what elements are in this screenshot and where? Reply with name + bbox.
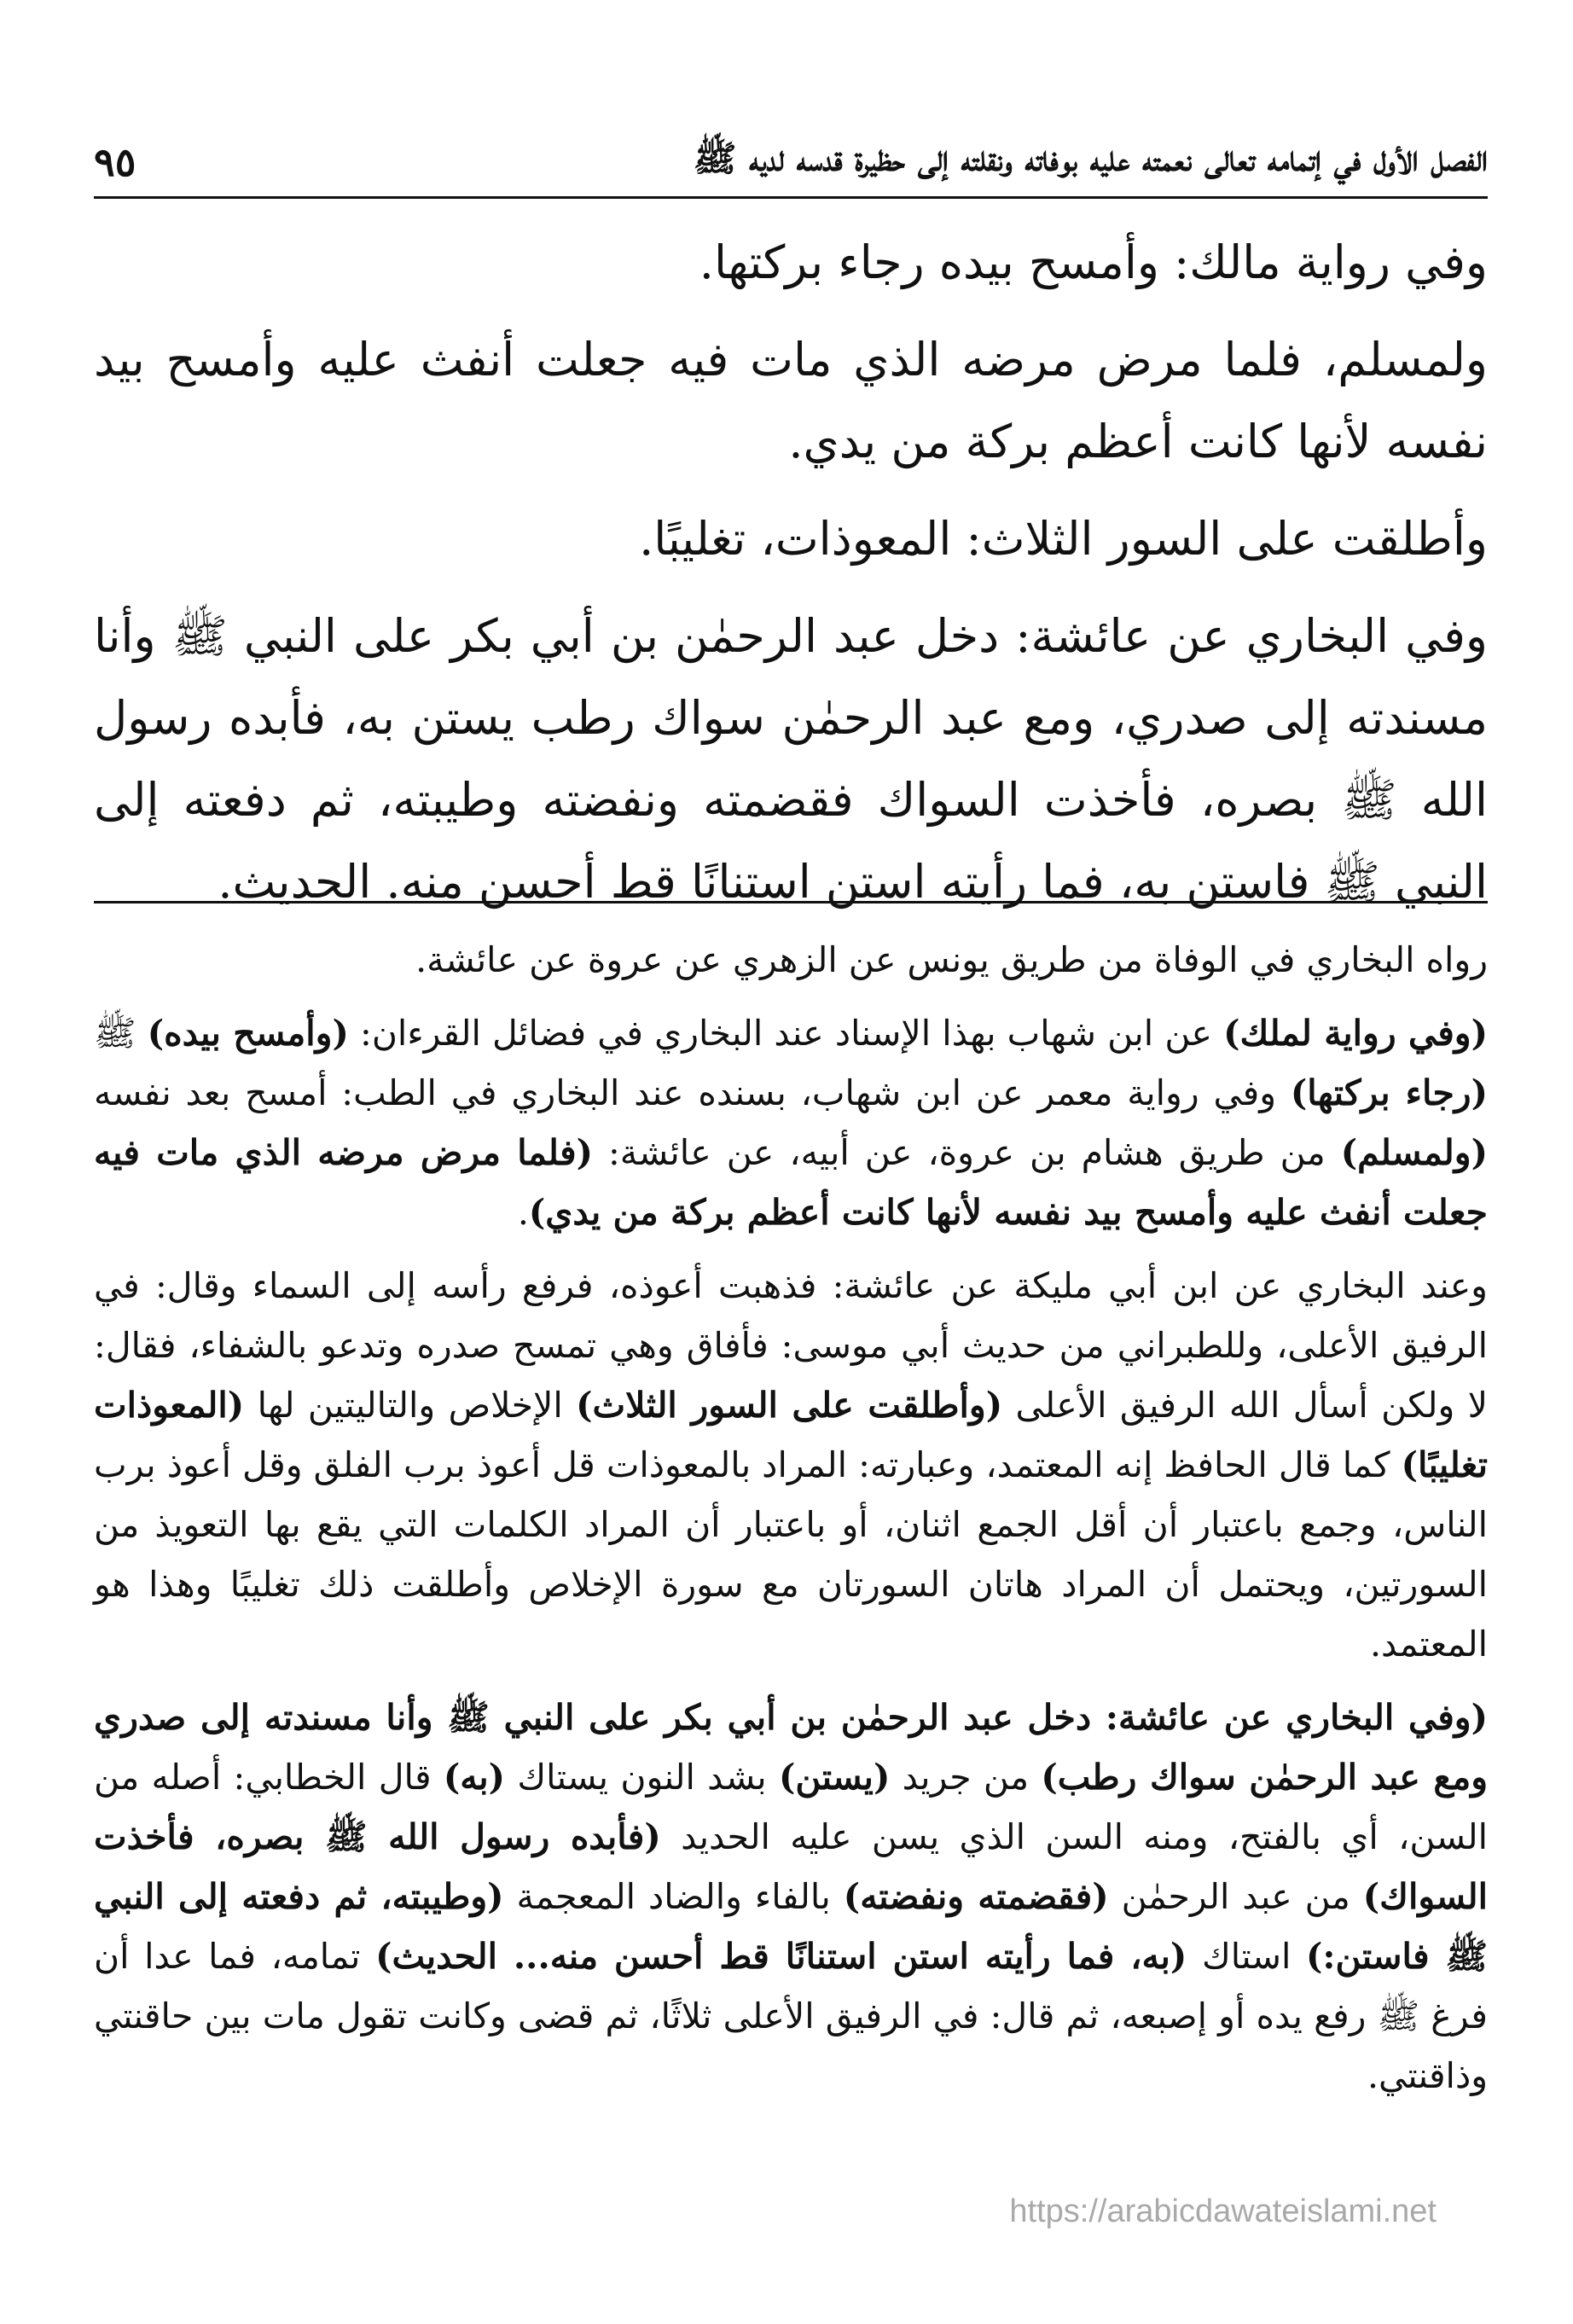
note-text: وعند البخاري عن ابن أبي مليكة عن عائشة: فذهبت أعوذه، فرفع رأسه إلى السماء وقال: في الرفيق الأعلى، وللطبراني من حديث أبي موسى: فأفاق وهي تمسح صدره وتدعو بالشفاء، فقال: لا ولكن أسأل الله الرفيق الأعلى — [94, 1265, 1489, 1426]
quoted-text: (وأمسح بيده) — [147, 1013, 349, 1054]
quoted-text: (فقضمته ونفضته) — [843, 1876, 1109, 1917]
quoted-text: (ولمسلم) — [1340, 1132, 1488, 1173]
note-text: عن ابن شهاب بهذا الإسناد عند البخاري في فضائل القرءان: — [348, 1013, 1224, 1054]
quoted-text: (به، فما رأيته استن استنانًا قط أحسن منه... الحديث) — [375, 1936, 1187, 1977]
quoted-text: (وفي البخاري عن عائشة: دخل عبد الرحمٰن بن أبي بكر على النبي ﷺ وأنا مسندته إلى صدري ومع عبد الرحمٰن سواك رطب) — [94, 1697, 1488, 1798]
running-header — [94, 128, 1488, 199]
note-text: بشد النون يستاك — [505, 1757, 779, 1798]
note-paragraph-2 — [94, 1003, 1488, 1242]
note-paragraph-4 — [94, 1688, 1488, 2106]
page-number: ٩٥ — [94, 139, 136, 185]
note-text: تمامه، فما عدا أن فرغ ﷺ رفع يده أو إصبعه، ثم قال: في الرفيق الأعلى ثلاثًا، ثم قضى وكانت تقول مات بين حاقنتي وذاقنتي. — [94, 1936, 1488, 2096]
chapter-title: الفصل الأول في إتمامه تعالى نعمته عليه بوفاته ونقلته إلى حظيرة قدسه لديه ﷺ — [693, 137, 1488, 179]
quoted-text: (رجاء بركتها) — [1290, 1072, 1488, 1113]
note-paragraph-3 — [94, 1256, 1488, 1674]
note-text: من جريد — [890, 1757, 1042, 1798]
main-paragraph-2: ولمسلم، فلما مرض مرضه الذي مات فيه جعلت أنفث عليه وأمسح بيد نفسه لأنها كانت أعظم بركة من يدي. — [94, 333, 1488, 468]
main-paragraph-1: وفي رواية مالك: وأمسح بيده رجاء بركتها. — [699, 235, 1488, 289]
note-text: كما قال الحافظ إنه المعتمد، وعبارته: المراد بالمعوذات قل أعوذ برب الفلق وقل أعوذ برب الناس، وجمع باعتبار أن أقل الجمع اثنان، أو باعتبار أن المراد الكلمات التي يقع بها التعويذ من السورتين، ويحتمل أن المراد هاتان السورتان مع سورة الإخلاص وأطلقت ذلك تغليبًا وهذا هو المعتمد. — [94, 1444, 1488, 1665]
main-paragraph-4: وفي البخاري عن عائشة: دخل عبد الرحمٰن بن أبي بكر على النبي ﷺ وأنا مسندته إلى صدري، ومع عبد الرحمٰن سواك رطب يستن به، فأبده رسول الله ﷺ بصره، فأخذت السواك فقضمته ونفضته وطيبته، ثم دفعته إلى النبي ﷺ فاستن به، فما رأيته استن استنانًا قط أحسن منه. الحديث. — [94, 609, 1488, 909]
commentary — [94, 930, 1488, 2119]
note-text: الإخلاص والتاليتين لها — [244, 1385, 577, 1426]
main-paragraph-3: وأطلقت على السور الثلاث: المعوذات، تغليبًا. — [639, 512, 1488, 566]
quoted-text: (وفي رواية لملك) — [1223, 1013, 1489, 1054]
quoted-text: (يستن) — [778, 1757, 891, 1798]
watermark-url: https://arabicdawateislami.net — [1009, 2193, 1437, 2229]
note-text: من طريق هشام بن عروة، عن أبيه، عن عائشة: — [592, 1132, 1341, 1173]
note-text: استاك — [1187, 1936, 1306, 1977]
note-text: وفي رواية معمر عن ابن شهاب، بسنده عند البخاري في الطب: أمسح بعد نفسه — [94, 1072, 1291, 1113]
note-text: ﷺ — [94, 1013, 148, 1054]
main-text — [94, 222, 1488, 938]
note-text: من عبد الرحمٰن — [1108, 1876, 1363, 1917]
quoted-text: (وأطلقت على السور الثلاث) — [576, 1385, 1003, 1426]
quoted-text: (فأبده رسول الله ﷺ بصره، فأخذت السواك) — [94, 1816, 1488, 1917]
note-text: قال الخطابي: أصله من السن، أي بالفتح، ومنه السن الذي يسن عليه الحديد — [94, 1757, 1489, 1857]
note-text: . — [517, 1192, 529, 1233]
quoted-text: (وطيبته، ثم دفعته إلى النبي ﷺ فاستن:) — [94, 1876, 1488, 1977]
quoted-text: (فلما مرض مرضه الذي مات فيه جعلت أنفث عليه وأمسح بيد نفسه لأنها كانت أعظم بركة من يدي) — [94, 1132, 1488, 1233]
note-paragraph-1: رواه البخاري في الوفاة من طريق يونس عن الزهري عن عروة عن عائشة. — [415, 939, 1488, 980]
quoted-text: (المعوذات تغليبًا) — [94, 1385, 1488, 1485]
note-text: بالفاء والضاد المعجمة — [503, 1876, 844, 1917]
quoted-text: (به) — [443, 1757, 506, 1798]
footnote-divider — [94, 901, 1488, 903]
